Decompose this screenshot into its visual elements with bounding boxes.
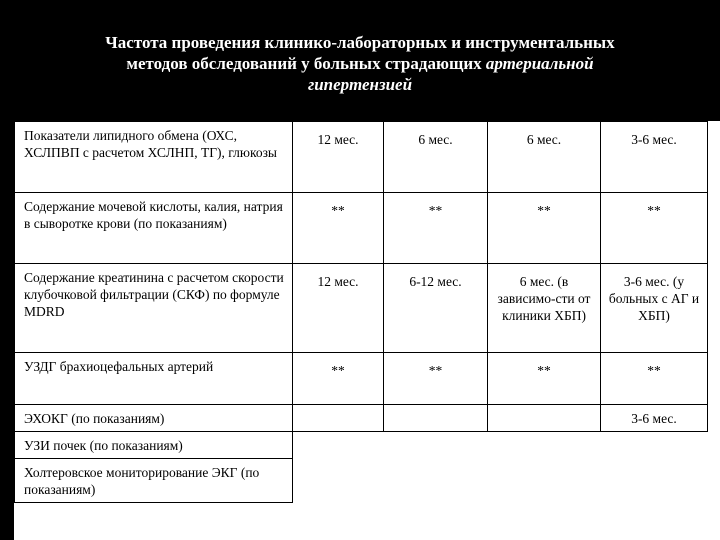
table-row [15, 459, 708, 503]
row-label: Содержание мочевой кислоты, калия, натрия в сыворотке крови (по показаниям) [15, 193, 293, 264]
title-line-2-emphasis: артериальной [485, 53, 594, 73]
table-row [15, 264, 708, 353]
cell-value: ** [488, 353, 601, 405]
row-label: УЗДГ брахиоцефальных артерий [15, 353, 293, 405]
cell-value [293, 405, 384, 432]
cell-value: 6 мес. (в зависимо-сти от клиники ХБП) [488, 264, 601, 353]
row-label: Содержание креатинина с расчетом скорости клубочковой фильтрации (СКФ) по формуле MDRD [15, 264, 293, 353]
table-row [15, 405, 708, 432]
cell-value: 3-6 мес. [601, 405, 708, 432]
cell-value: 6 мес. [488, 122, 601, 193]
cell-value: 6 мес. [384, 122, 488, 193]
row-label: Холтеровское мониторирование ЭКГ (по показаниям) [15, 459, 293, 503]
cell-value: ** [601, 353, 708, 405]
examination-frequency-table [14, 121, 708, 503]
cell-value [384, 405, 488, 432]
cell-value: 3-6 мес. [601, 122, 708, 193]
cell-value: 12 мес. [293, 122, 384, 193]
row-label: ЭХОКГ (по показаниям) [15, 405, 293, 432]
cell-value: ** [601, 193, 708, 264]
slide-title [40, 24, 680, 95]
cell-value: ** [384, 353, 488, 405]
cell-value: ** [293, 353, 384, 405]
slide-header [0, 0, 720, 118]
table-row [15, 122, 708, 193]
table-sheet [14, 121, 720, 540]
title-line-2: методов обследований у больных страдающих [126, 53, 486, 73]
table-row [15, 353, 708, 405]
cell-value: ** [488, 193, 601, 264]
title-line-3-emphasis: гипертензией [307, 74, 413, 94]
row-label: Показатели липидного обмена (ОХС, ХСЛПВП с расчетом ХСЛНП, ТГ), глюкозы [15, 122, 293, 193]
title-line-1: Частота проведения клинико-лабораторных и инструментальных [105, 32, 615, 52]
table-row [15, 193, 708, 264]
cell-value: 6-12 мес. [384, 264, 488, 353]
cell-value: ** [384, 193, 488, 264]
cell-value: ** [293, 193, 384, 264]
empty-area [293, 459, 708, 503]
empty-area [293, 432, 708, 459]
cell-value: 12 мес. [293, 264, 384, 353]
table-row [15, 432, 708, 459]
cell-value: 3-6 мес. (у больных с АГ и ХБП) [601, 264, 708, 353]
cell-value [488, 405, 601, 432]
row-label: УЗИ почек (по показаниям) [15, 432, 293, 459]
